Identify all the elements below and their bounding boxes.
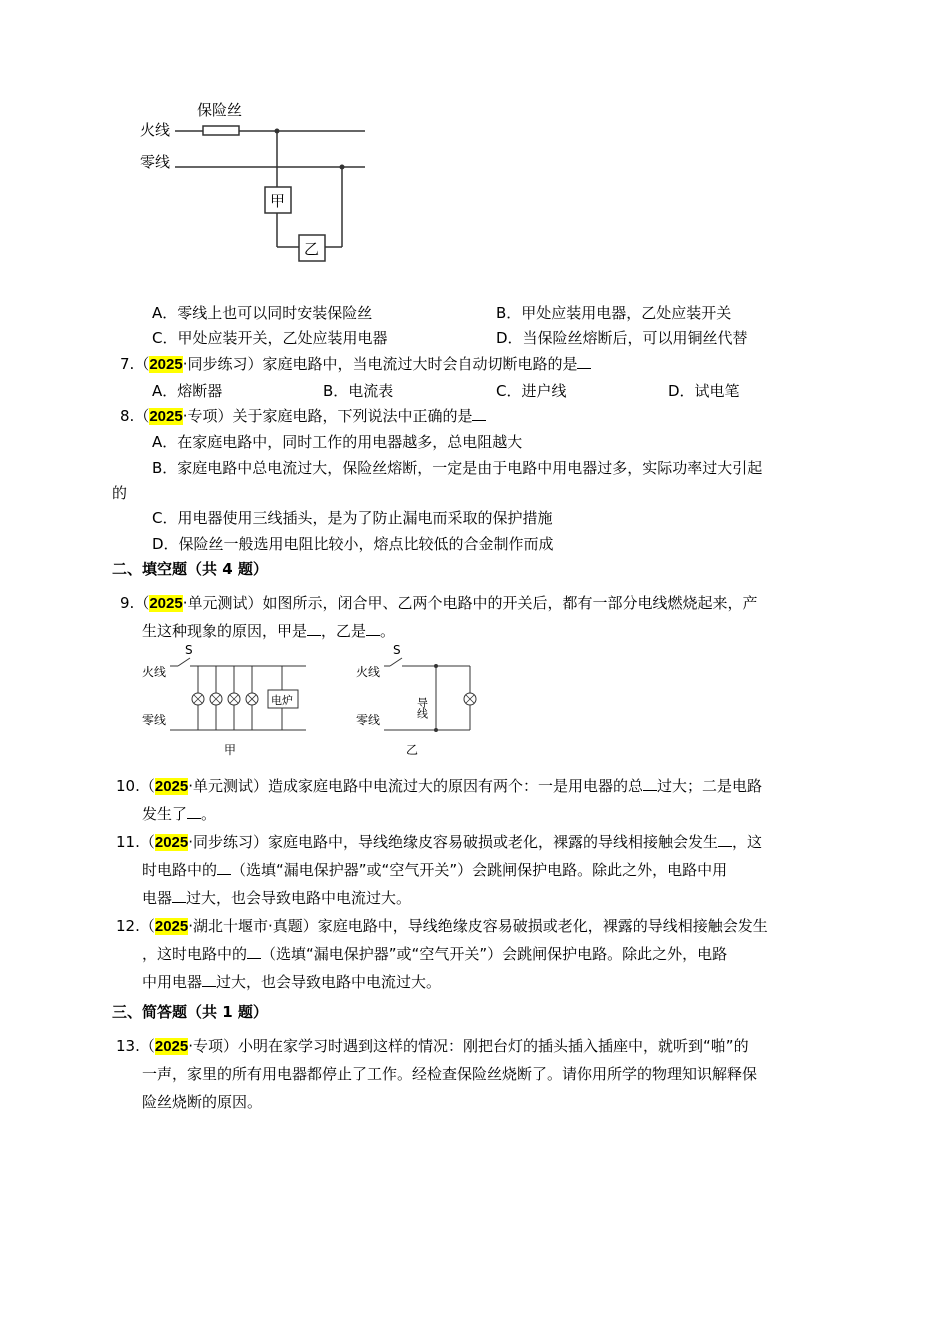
q8-option-b: B．家庭电路中总电流过大，保险丝熔断，一定是由于电路中用电器过多，实际功率过大引起 xyxy=(152,459,763,477)
live-wire-label: 火线 xyxy=(140,121,171,139)
switch-s-label-2: S xyxy=(393,643,401,657)
q7-option-b: B．电流表 xyxy=(323,382,394,400)
short-circuit-figures xyxy=(138,642,488,760)
q6-option-d: D．当保险丝熔断后，可以用铜丝代替 xyxy=(496,329,748,347)
electric-stove-label: 电炉 xyxy=(271,694,293,707)
q8-option-c: C．用电器使用三线插头，是为了防止漏电而采取的保护措施 xyxy=(152,509,553,527)
circuit-jia-label: 甲 xyxy=(224,743,237,757)
fuse-symbol xyxy=(203,126,239,135)
section-fill-in-title: 二、填空题（共 4 题） xyxy=(112,560,268,578)
question-12: 12.（2025·湖北十堰市·真题）家庭电路中，导线绝缘皮容易破损或老化，裸露的导线相接触会发生 xyxy=(116,917,768,935)
fuse-circuit-figure xyxy=(135,95,365,270)
switch-s-label: S xyxy=(185,643,193,657)
question-13-line2: 一声，家里的所有用电器都停止了工作。经检查保险丝烧断了。请你用所学的物理知识解释保 xyxy=(142,1065,758,1083)
fuse-label: 保险丝 xyxy=(197,101,243,119)
q8-option-a: A．在家庭电路中，同时工作的用电器越多，总电阻越大 xyxy=(152,433,523,451)
year-highlight: 2025 xyxy=(149,356,183,373)
wire-label: 导线 xyxy=(415,697,429,719)
question-8: 8.（2025·专项）关于家庭电路，下列说法中正确的是 xyxy=(120,405,486,426)
question-10: 10.（2025·单元测试）造成家庭电路中电流过大的原因有两个：一是用电器的总 过大；二是电路 xyxy=(116,777,763,795)
neutral-wire-label: 零线 xyxy=(142,713,167,727)
live-wire-label: 火线 xyxy=(142,665,167,679)
q6-option-a: A．零线上也可以同时安装保险丝 xyxy=(152,304,373,322)
question-10-line2: 发生了 。 xyxy=(142,805,217,823)
year-highlight: 2025 xyxy=(154,778,189,795)
q6-option-b: B．甲处应装用电器，乙处应装开关 xyxy=(496,304,732,322)
q7-option-a: A．熔断器 xyxy=(152,382,223,400)
question-9-line2: 生这种现象的原因，甲是 ，乙是 。 xyxy=(142,622,396,640)
position-jia: 甲 xyxy=(270,192,286,210)
question-7: 7.（2025·同步练习）家庭电路中，当电流过大时会自动切断电路的是 xyxy=(120,353,591,374)
circuit-yi-label: 乙 xyxy=(406,743,419,757)
year-highlight: 2025 xyxy=(149,595,183,612)
question-9: 9.（2025·单元测试）如图所示，闭合甲、乙两个电路中的开关后，都有一部分电线燃烧起来，产 xyxy=(120,594,758,612)
section-short-answer-title: 三、简答题（共 1 题） xyxy=(112,1003,268,1021)
position-yi: 乙 xyxy=(304,240,320,258)
neutral-wire-label-2: 零线 xyxy=(356,713,381,727)
year-highlight: 2025 xyxy=(154,834,189,851)
question-11: 11.（2025·同步练习）家庭电路中，导线绝缘皮容易破损或老化，裸露的导线相接触会发生 ，这 xyxy=(116,833,763,851)
question-11-line3: 电器 过大，也会导致电路中电流过大。 xyxy=(142,889,412,907)
question-13: 13.（2025·专项）小明在家学习时遇到这样的情况：刚把台灯的插头插入插座中，就听到“啪”的 xyxy=(116,1037,749,1055)
year-highlight: 2025 xyxy=(154,918,189,935)
question-11-line2: 时电路中的 （选填“漏电保护器”或“空气开关”）会跳闸保护电路。除此之外，电路中用 xyxy=(142,861,728,879)
q8-option-b-cont: 的 xyxy=(112,484,128,502)
q7-option-d: D．试电笔 xyxy=(668,382,740,400)
year-highlight: 2025 xyxy=(154,1038,189,1055)
question-13-line3: 险丝烧断的原因。 xyxy=(142,1093,263,1111)
neutral-wire-label: 零线 xyxy=(140,153,171,171)
live-wire-label-2: 火线 xyxy=(356,665,381,679)
q8-option-d: D．保险丝一般选用电阻比较小，熔点比较低的合金制作而成 xyxy=(152,535,554,553)
q7-option-c: C．进户线 xyxy=(496,382,567,400)
year-highlight: 2025 xyxy=(149,408,183,425)
question-12-line2: ，这时电路中的 （选填“漏电保护器”或“空气开关”）会跳闸保护电路。除此之外，电路 xyxy=(142,945,728,963)
q6-option-c: C．甲处应装开关，乙处应装用电器 xyxy=(152,329,388,347)
question-12-line3: 中用电器 过大，也会导致电路中电流过大。 xyxy=(142,973,442,991)
